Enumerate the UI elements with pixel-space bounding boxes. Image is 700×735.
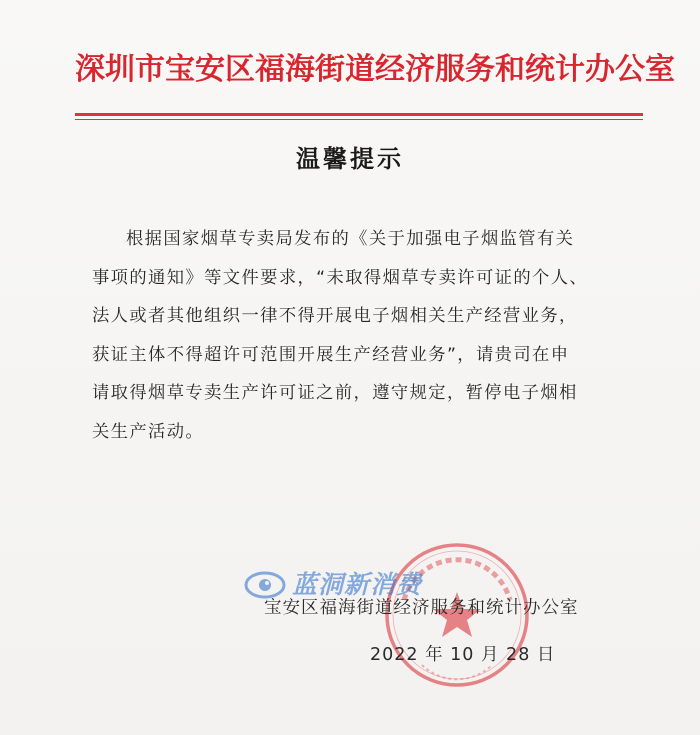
watermark [244,566,474,606]
body-line-4: 获证主体不得超许可范围开展生产经营业务”，请贵司在申 [92,344,570,365]
watermark-brand: 蓝洞新消费 [292,570,423,599]
letterhead-rule-thin [75,119,643,120]
body-line-1: 根据国家烟草专卖局发布的《关于加强电子烟监管有关 [126,229,575,249]
notice-title: 温馨提示 [296,145,404,173]
letterhead-title: 深圳市宝安区福海街道经济服务和统计办公室 [75,52,675,87]
body-line-5: 请取得烟草专卖生产许可证之前，遵守规定，暂停电子烟相 [92,383,578,403]
body-line-6: 关生产活动。 [92,421,205,442]
issue-date: 2022 年 10 月 28 日 [370,645,556,665]
issuer-signature: 宝安区福海街道经济服务和统计办公室 [264,598,579,618]
body-line-3: 法人或者其他组织一律不得开展电子烟相关生产经营业务， [92,306,578,326]
body-line-2: 事项的通知》等文件要求，“未取得烟草专卖许可证的个人、 [92,267,589,288]
notice-body [92,220,632,451]
letterhead-rule-thick [75,113,643,116]
eye-logo-icon [244,570,286,600]
